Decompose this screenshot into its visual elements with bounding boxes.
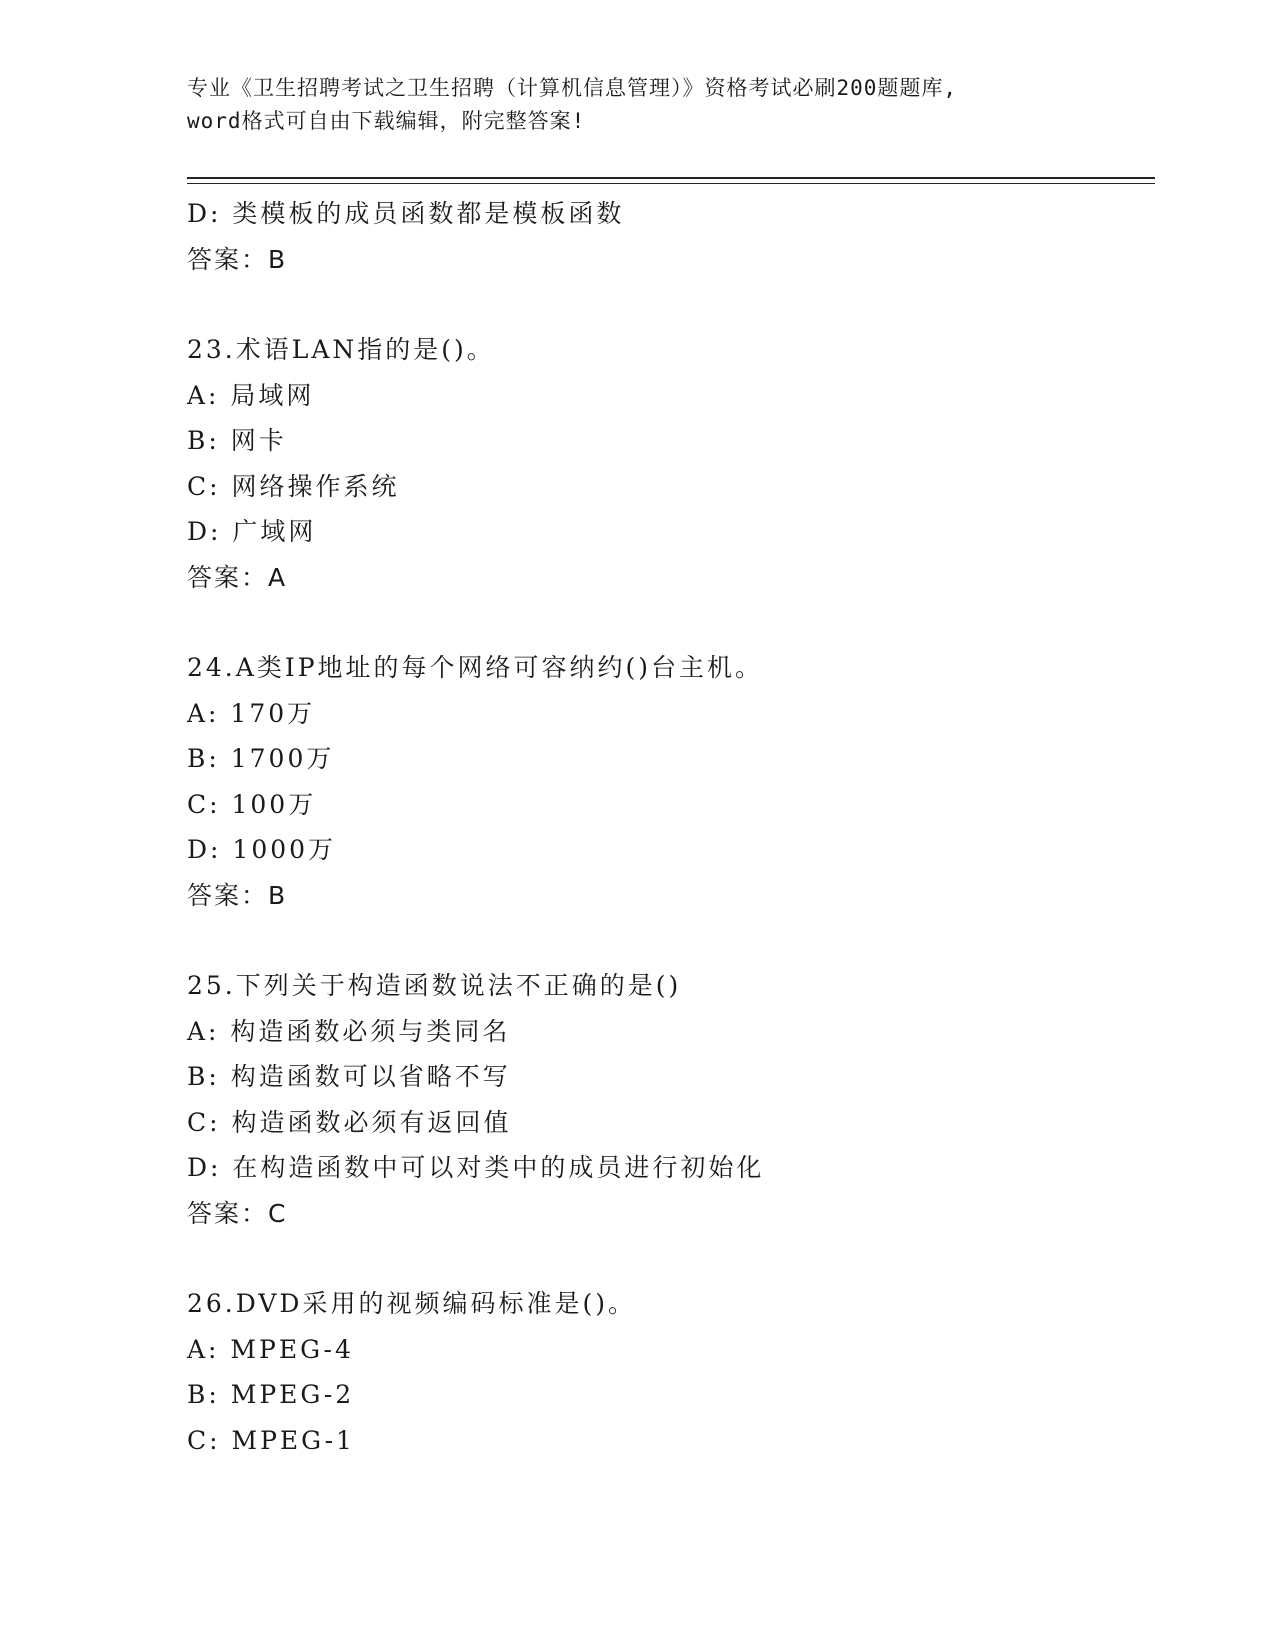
question-stem: 25.下列关于构造函数说法不正确的是() xyxy=(187,971,682,1000)
question-stem: 26.DVD采用的视频编码标准是()。 xyxy=(187,1289,636,1318)
question-26 xyxy=(187,1281,1147,1463)
option-a: A: MPEG-4 xyxy=(187,1334,354,1364)
document-header xyxy=(187,72,1087,138)
option-b: B: 构造函数可以省略不写 xyxy=(187,1062,511,1091)
question-24 xyxy=(187,645,1147,918)
option-d: D: 广域网 xyxy=(187,517,317,546)
answer-line: 答案：C xyxy=(187,1198,288,1228)
header-divider-thin xyxy=(187,183,1155,184)
question-25 xyxy=(187,963,1147,1236)
option-b: B: MPEG-2 xyxy=(187,1380,355,1409)
spacer xyxy=(187,282,1147,327)
question-stem: 23.术语LAN指的是()。 xyxy=(187,335,495,364)
option-b: B: 1700万 xyxy=(187,744,335,773)
header-line-1: 专业《卫生招聘考试之卫生招聘（计算机信息管理）》资格考试必刷200题题库, xyxy=(187,76,958,100)
option-c: C: 100万 xyxy=(187,789,317,819)
option-a: A: 170万 xyxy=(187,698,316,728)
option-d: D: 1000万 xyxy=(187,835,337,864)
spacer xyxy=(187,918,1147,963)
option-a: A: 构造函数必须与类同名 xyxy=(187,1016,511,1046)
spacer xyxy=(187,1236,1147,1281)
option-d: D: 在构造函数中可以对类中的成员进行初始化 xyxy=(187,1153,765,1182)
option-c: C: 构造函数必须有返回值 xyxy=(187,1107,512,1137)
option-c: C: 网络操作系统 xyxy=(187,471,400,501)
option-b: B: 网卡 xyxy=(187,426,287,455)
option-c: C: MPEG-1 xyxy=(187,1425,355,1455)
header-line-2: word格式可自由下载编辑，附完整答案! xyxy=(187,109,586,133)
question-23 xyxy=(187,327,1147,600)
question-list xyxy=(187,191,1147,1463)
option-a: A: 局域网 xyxy=(187,380,315,410)
answer-line: 答案：B xyxy=(187,244,288,274)
answer-line: 答案：B xyxy=(187,880,288,910)
question-stem: 24.A类IP地址的每个网络可容纳约()台主机。 xyxy=(187,653,764,682)
option-d: D: 类模板的成员函数都是模板函数 xyxy=(187,199,625,228)
spacer xyxy=(187,600,1147,645)
answer-line: 答案：A xyxy=(187,562,288,592)
header-divider-thick xyxy=(187,177,1155,179)
